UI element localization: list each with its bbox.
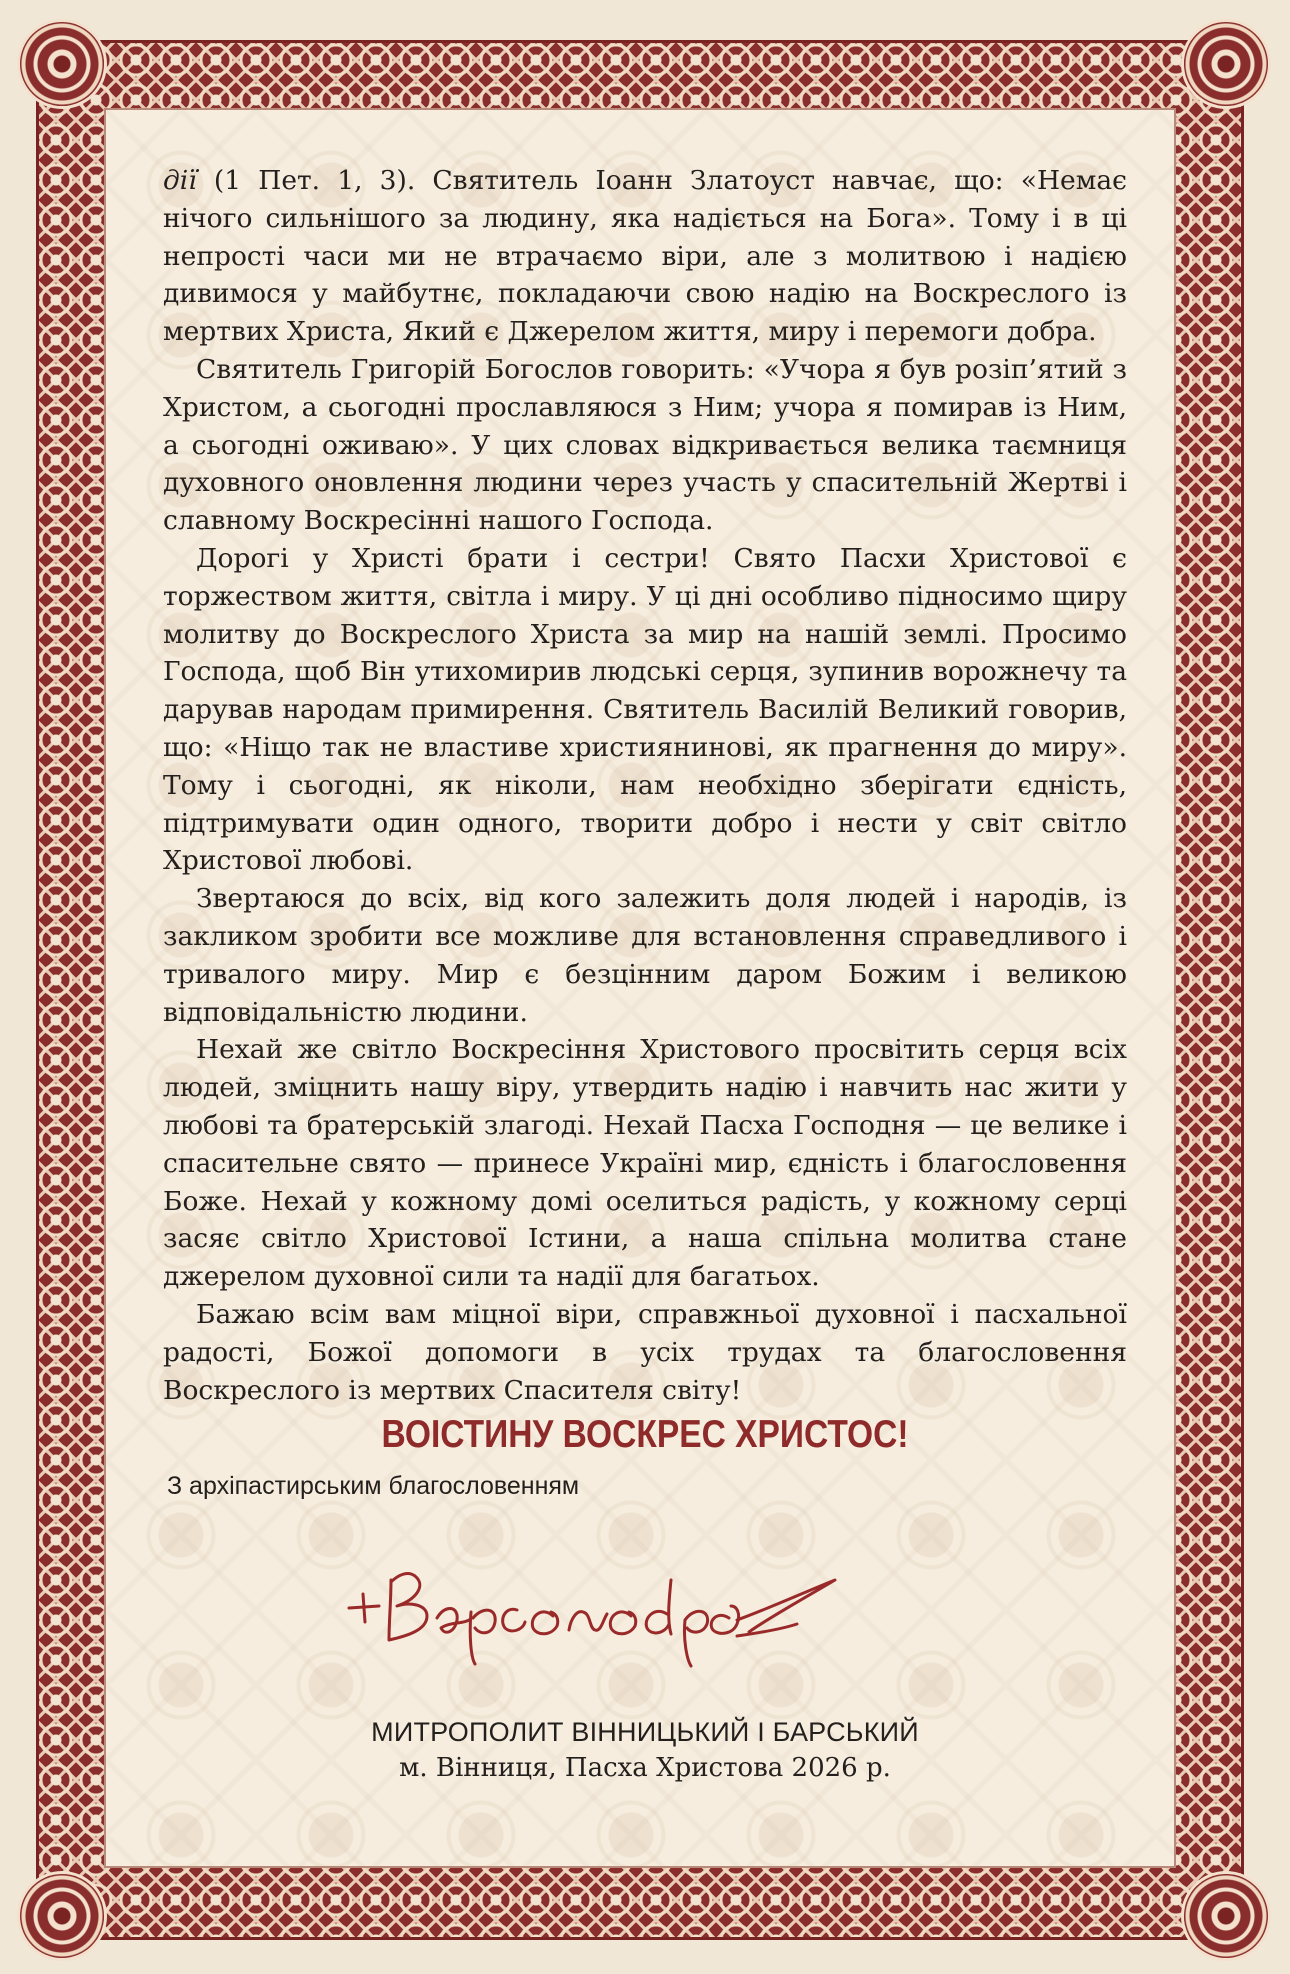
paragraph-3: Дорогі у Христі брати і сестри! Свято Пасхи Христової є торжеством життя, світла і миру. У ці дні особливо підносимо щиру молитву до Воскреслого Христа за мир на нашій землі. Просимо Господа, щоб Він утихомирив людські серця, зупинив ворожнечу та дарував народам примирення. Святитель Василій Великий говорив, що: «Ніщо так не властиве християнинові, як прагнення до миру». Тому і сьогодні, як ніколи, нам необхідно зберігати єдність, підтримувати один одного, творити добро і нести у світ світло Христової любові.	[163, 542, 1127, 877]
handwritten-signature	[345, 1540, 845, 1670]
paragraph-1	[163, 162, 1127, 351]
paragraph-6: Бажаю всім вам міцної віри, справжньої духовної і пасхальної радості, Божої допомоги в усіх трудах та благословення Воскреслого із мертвих Спасителя світу!	[163, 1298, 1127, 1406]
paragraph-2: Святитель Григорій Богослов говорить: «Учора я був розіп’ятий з Христом, а сьогодні прославляюся з Ним; учора я помирав із Ним, а сьогодні оживаю». У цих словах відкривається велика таємниця духовного оновлення людини через участь у спасительній Жертві і славному Воскресінні нашого Господа.	[163, 353, 1127, 537]
signer-title: МИТРОПОЛИТ ВІННИЦЬКИЙ І БАРСЬКИЙ	[371, 1717, 919, 1747]
paragraph-4: Звертаюся до всіх, від кого залежить доля людей і народів, із закликом зробити все можливе для встановлення справедливого і тривалого миру. Мир є безцінним даром Божим і великою відповідальністю людини.	[163, 883, 1127, 1028]
blessing-line: З архіпастирським благословенням	[167, 1472, 580, 1500]
place-and-date: м. Вінниця, Пасха Христова 2026 р.	[399, 1753, 891, 1783]
corner-rosette-icon	[1184, 1874, 1268, 1958]
easter-greeting-heading: ВОІСТИНУ ВОСКРЕС ХРИСТОС!	[381, 1413, 909, 1456]
corner-rosette-icon	[20, 22, 104, 106]
corner-rosette-icon	[20, 1874, 104, 1958]
paragraph-1-text: (1 Пет. 1, 3). Святитель Іоанн Златоуст навчає, що: «Немає нічого сильнішого за людину, яка надіється на Бога». Тому і в ці непрості часи ми не втрачаємо віри, але з молитвою і надією дивимося у майбутнє, покладаючи свою надію на Воскреслого із мертвих Христа, Який є Джерелом життя, миру і перемоги добра.	[163, 165, 1127, 348]
scripture-ref-word: дії	[163, 165, 197, 196]
letter-body	[163, 162, 1127, 1409]
corner-rosette-icon	[1184, 22, 1268, 106]
paragraph-5: Нехай же світло Воскресіння Христового просвітить серця всіх людей, зміцнить нашу віру, утвердить надію і навчить нас жити у любові та братерській злагоді. Нехай Пасха Господня — це велике і спасительне свято — принесе Україні мир, єдність і благословення Боже. Нехай у кожному домі оселиться радість, у кожному серці засяє світло Христової Істини, а наша спільна молитва стане джерелом духовної сили та надії для багатьох.	[163, 1034, 1127, 1293]
